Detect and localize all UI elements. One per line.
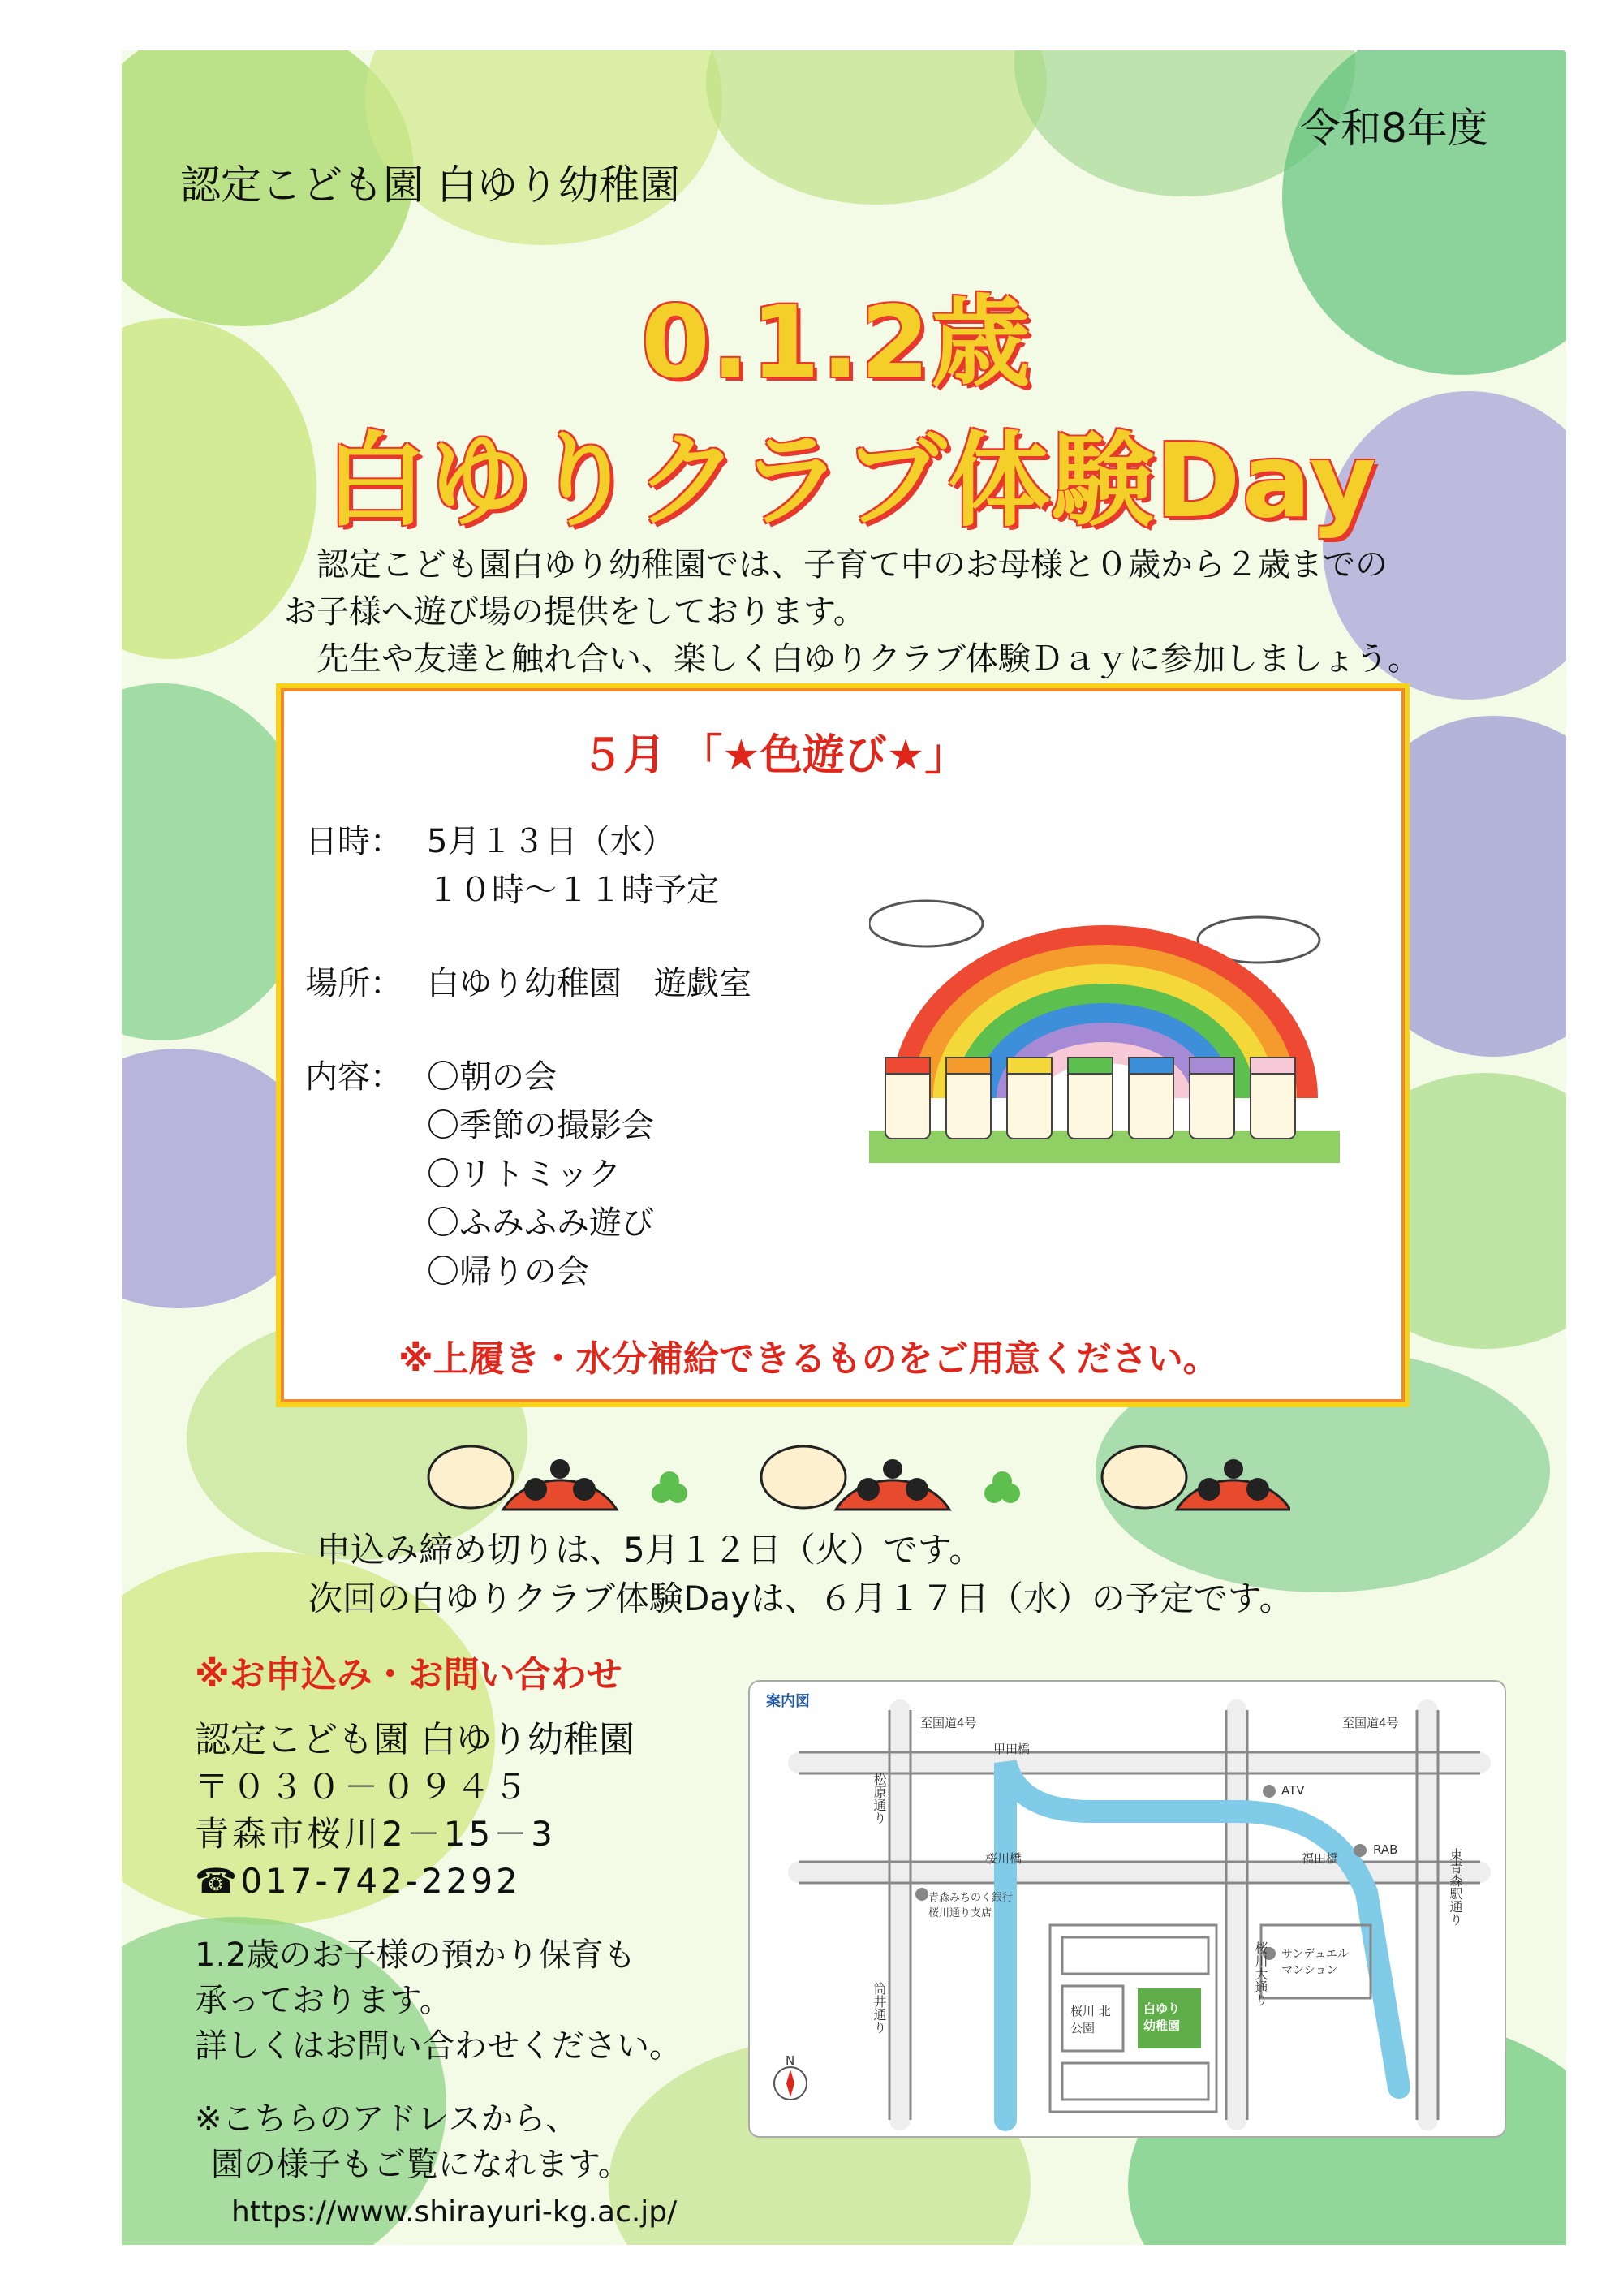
content-item: 〇リトミック (427, 1156, 622, 1193)
place-value: 白ゆり幼稚園 遊戯室 (427, 965, 751, 1002)
intro-line: 先生や友達と触れ合い、楽しく白ゆりクラブ体験Ｄａｙに参加しましょう。 (316, 640, 1420, 678)
website-link[interactable]: https://www.shirayuri-kg.ac.jp/ (231, 2195, 678, 2229)
bg-blob (706, 50, 1047, 205)
contact-address: 青森市桜川2－15－3 (195, 1814, 556, 1854)
map-tsutsui: 筒井通り (872, 1982, 887, 2034)
intro-line: 認定こども園白ゆり幼稚園では、子育て中のお母様と０歳から２歳までの (316, 546, 1388, 584)
content-item: 〇季節の撮影会 (427, 1107, 654, 1144)
content-label: 内容： (305, 1058, 403, 1096)
contact-postal: 〒０３０－０９４５ (195, 1767, 532, 1807)
event-box (276, 683, 1410, 1407)
map-school: 白ゆり 幼稚園 (1143, 2001, 1181, 2033)
childcare-line: 1.2歳のお子様の預かり保育も (195, 1936, 636, 1974)
childcare-line: 承っております。 (195, 1982, 452, 2019)
contact-name: 認定こども園 白ゆり幼稚園 (195, 1719, 635, 1760)
web-line: ※こちらのアドレスから、 (195, 2100, 579, 2138)
access-map (748, 1680, 1506, 2138)
content-item: 〇朝の会 (427, 1058, 557, 1096)
contact-heading: ※お申込み・お問い合わせ (195, 1654, 622, 1695)
map-roads (750, 1682, 1505, 2136)
map-route4-right: 至国道4号 (1342, 1716, 1399, 1730)
map-higashi-aomori: 東青森駅通り (1448, 1848, 1463, 1926)
fiscal-year: 令和8年度 (1300, 105, 1488, 152)
map-north: N (786, 2053, 795, 2068)
map-fukuda-bridge: 福田橋 (1302, 1851, 1339, 1866)
map-matsubara: 松原通り (872, 1773, 887, 1824)
map-rab: RAB (1373, 1842, 1398, 1857)
datetime-label: 日時： (305, 823, 403, 860)
datetime-line: 5月１３日（水） (427, 823, 675, 860)
intro-line: お子様へ遊び場の提供をしております。 (284, 593, 866, 631)
map-route4-left: 至国道4号 (920, 1716, 977, 1730)
content-item: 〇ふみふみ遊び (427, 1204, 654, 1242)
title-age: 0.1.2歳 (641, 285, 1032, 400)
map-mansion: サンデュエル マンション (1281, 1948, 1349, 1977)
place-label: 場所： (305, 965, 403, 1002)
flyer (122, 50, 1566, 2245)
deadline-text: 申込み締め切りは、5月１２日（火）です。 (316, 1530, 984, 1570)
org-name: 認定こども園 白ゆり幼稚園 (180, 162, 680, 209)
ladybug-divider (414, 1420, 1290, 1526)
event-heading: ５月 「★色遊び★」 (581, 731, 967, 780)
map-bank: 青森みちのく銀行 桜川通り支店 (928, 1892, 1014, 1919)
rainbow-illustration (869, 887, 1340, 1171)
map-title: 案内図 (766, 1693, 810, 1710)
bg-blob (365, 50, 722, 245)
map-sakuragawa-bridge: 桜川橋 (985, 1851, 1022, 1866)
map-park: 桜川 北公園 (1070, 2004, 1111, 2035)
title-main: 白ゆりクラブ体験Day (325, 421, 1378, 541)
childcare-line: 詳しくはお問い合わせください。 (195, 2027, 682, 2065)
map-atv: ATV (1281, 1783, 1305, 1798)
content-item: 〇帰りの会 (427, 1253, 589, 1290)
map-kouda-bridge: 甲田橋 (993, 1742, 1031, 1756)
map-sakuragawa-odori: 桜川大通り (1253, 1941, 1268, 2006)
next-event-text: 次回の白ゆりクラブ体験Dayは、６月１７日（水）の予定です。 (308, 1579, 1294, 1618)
datetime-line: １０時～１１時予定 (427, 872, 719, 909)
web-line: 園の様子もご覧になれます。 (211, 2146, 631, 2183)
event-note: ※上履き・水分補給できるものをご用意ください。 (398, 1338, 1219, 1380)
contact-phone[interactable]: ☎017-742-2292 (195, 1861, 521, 1901)
